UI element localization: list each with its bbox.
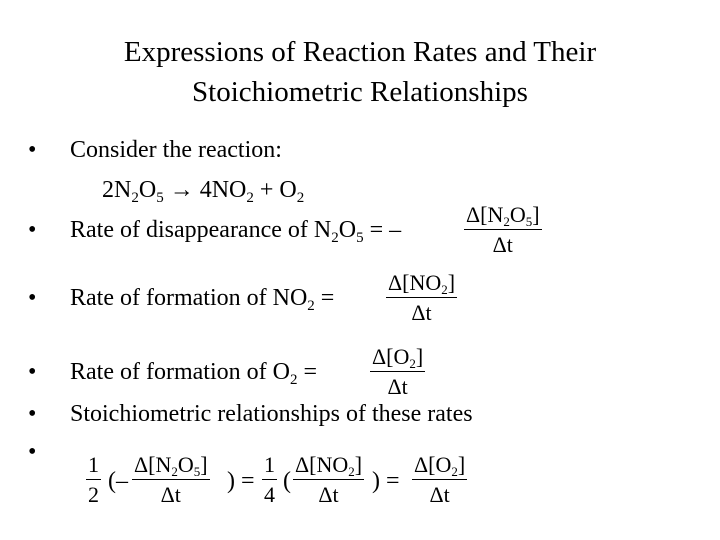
- sub: 2: [289, 372, 298, 388]
- num-part: Δ[N: [466, 202, 504, 227]
- sub: 2: [409, 356, 416, 371]
- fraction-no2: [386, 270, 457, 327]
- sub: 2: [307, 298, 315, 314]
- bullet-dot: •: [28, 439, 37, 465]
- stoich-fraction-no2: [293, 452, 364, 509]
- bullet-text: Consider the reaction:: [70, 137, 282, 163]
- bullet-text: [70, 216, 401, 244]
- stoich-fraction-n2o5: [132, 452, 210, 509]
- bullet-text: [70, 284, 334, 312]
- reactant-o: O: [138, 177, 157, 203]
- denominator: Δt: [411, 300, 432, 325]
- denominator: 2: [88, 482, 99, 507]
- bullet-dot: •: [28, 137, 37, 163]
- sub: 5: [525, 214, 533, 229]
- open-paren-minus: (–: [108, 468, 128, 494]
- stoich-fraction-o2: [412, 452, 467, 509]
- close-paren-equals: ) =: [227, 468, 255, 494]
- fraction-o2: [370, 344, 425, 401]
- fraction-quarter: [262, 452, 277, 509]
- text-part: O: [338, 217, 357, 243]
- bullet-dot: •: [28, 401, 37, 427]
- bullet-dot: •: [28, 285, 37, 311]
- text-part: Rate of formation of NO: [70, 285, 308, 311]
- num-part: ]: [532, 202, 540, 227]
- open-paren: (: [283, 468, 291, 494]
- sub: 2: [171, 464, 178, 479]
- num-part: Δ[NO: [388, 270, 442, 295]
- reactant-n: 2N: [102, 177, 132, 203]
- num-part: ]: [354, 452, 363, 477]
- slide-title: [0, 32, 720, 112]
- bullet-dot: •: [28, 359, 37, 385]
- num-part: ]: [415, 344, 424, 369]
- text-part: =: [314, 285, 335, 311]
- num-part: Δ[N: [134, 452, 172, 477]
- num-part: ]: [447, 270, 456, 295]
- sub: 5: [193, 464, 201, 479]
- bullet-dot: •: [28, 217, 37, 243]
- denominator: Δt: [318, 482, 339, 507]
- num-part: O: [177, 452, 194, 477]
- num-part: O: [509, 202, 526, 227]
- plus-o2: + O: [253, 177, 297, 203]
- sub: 5: [356, 230, 364, 246]
- numerator: [132, 452, 210, 480]
- fraction-n2o5: [464, 202, 542, 259]
- text-part: =: [297, 359, 317, 385]
- sub: 2: [441, 282, 448, 297]
- text-part: Rate of disappearance of N: [70, 217, 332, 243]
- text-part: Rate of formation of O: [70, 359, 290, 385]
- denominator: Δt: [387, 374, 408, 399]
- num-part: ]: [200, 452, 208, 477]
- denominator: Δt: [429, 482, 450, 507]
- sub: 2: [503, 214, 510, 229]
- numerator: [412, 452, 467, 480]
- reaction-equation: [102, 176, 304, 204]
- num-part: Δ[O: [414, 452, 452, 477]
- title-line-2: Stoichiometric Relationships: [192, 76, 528, 108]
- numerator: 1: [262, 452, 277, 480]
- numerator: [370, 344, 425, 372]
- numerator: [293, 452, 364, 480]
- title-line-1: Expressions of Reaction Rates and Their: [123, 36, 597, 68]
- num-part: Δ[NO: [295, 452, 349, 477]
- sub: 5: [156, 190, 164, 206]
- numerator: [464, 202, 542, 230]
- sub: 2: [296, 190, 305, 206]
- denominator: Δt: [160, 482, 181, 507]
- bullet-text: [70, 358, 317, 386]
- sub: 2: [246, 190, 254, 206]
- numerator: 1: [86, 452, 101, 480]
- bullet-text: Stoichiometric relationships of these rates: [70, 401, 473, 427]
- close-paren-equals-2: ) =: [372, 468, 400, 494]
- sub: 2: [131, 190, 139, 206]
- sub: 2: [331, 230, 339, 246]
- denominator: Δt: [492, 232, 513, 257]
- text-part: = –: [363, 217, 402, 243]
- num-part: Δ[O: [372, 344, 410, 369]
- arrow-product: → 4NO: [163, 177, 247, 203]
- sub: 2: [451, 464, 458, 479]
- numerator: [386, 270, 457, 298]
- num-part: ]: [457, 452, 466, 477]
- fraction-half: [86, 452, 101, 509]
- sub: 2: [348, 464, 355, 479]
- denominator: 4: [264, 482, 275, 507]
